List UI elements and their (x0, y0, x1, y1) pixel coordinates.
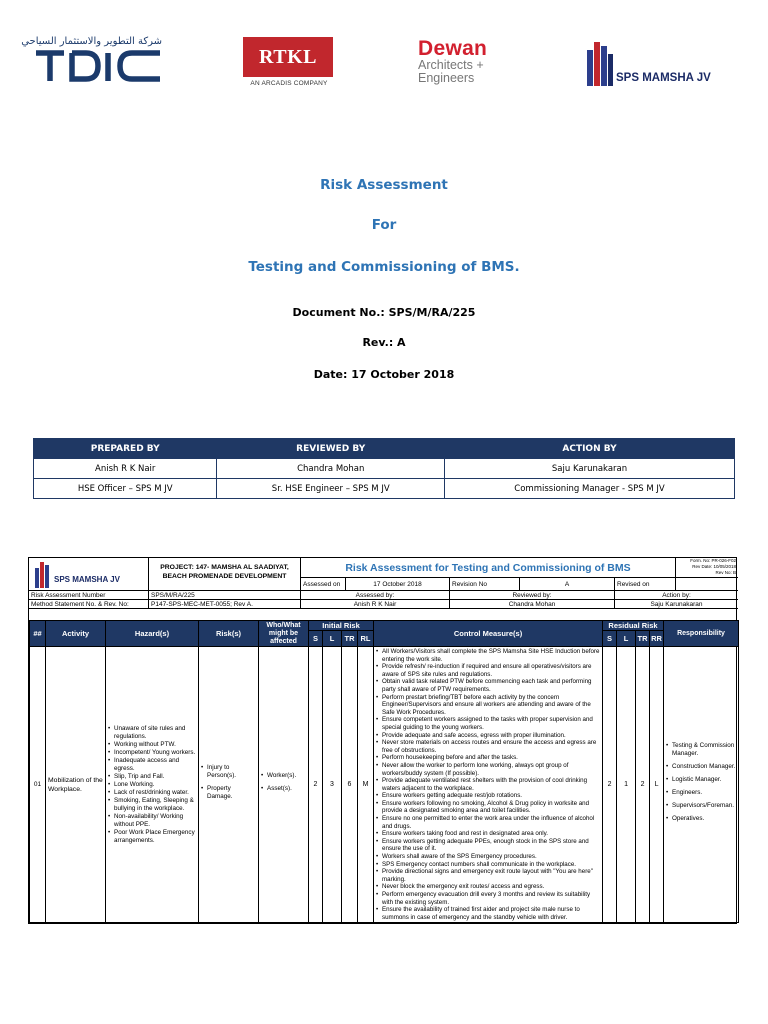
dewan-logo (418, 38, 528, 88)
controls-list (376, 648, 600, 921)
document-number: Document No.: SPS/M/RA/225 (292, 306, 476, 319)
cover-subject: Testing and Commissioning of BMS. (248, 259, 520, 275)
list-item: • Incompetent/ Young workers. (108, 749, 196, 757)
sps-mamsha-logo (585, 40, 735, 90)
ra-number-label: Risk Assessment Number (29, 591, 149, 600)
list-item: • Property Damage. (201, 785, 256, 801)
list-item: • Ensure no one permitted to enter the work area under the influence of alcohol and drugs. (376, 815, 600, 830)
list-item: • Ensure competent workers assigned to the tasks with proper supervision and special guiding to the young workers. (376, 716, 600, 731)
tdic-arabic-text: شركة التطوير والاستثمار السياحي (21, 36, 162, 47)
assessed-on-label: Assessed on (301, 578, 346, 591)
form-sps-bars-icon (35, 562, 53, 588)
residual-tr-value: 2 (636, 647, 650, 923)
col-control-measures: Control Measure(s) (374, 621, 603, 647)
document-date: Date: 17 October 2018 (313, 368, 455, 381)
list-item: • Logistic Manager. (666, 776, 736, 784)
revision-no-label: Revision No (450, 578, 520, 591)
form-title: Risk Assessment for Testing and Commissioning of BMS (301, 558, 676, 578)
list-item: • All Workers/Visitors shall complete the SPS Mamsha Site HSE Induction before entering the work site. (376, 648, 600, 663)
list-item: • Provide adequate and safe access, egress with proper illumination. (376, 732, 600, 740)
list-item: • Non-availability/ Working without PPE. (108, 813, 196, 829)
list-item: • Perform prestart briefing/TBT before each activity by the concern Engineer/Supervisors and ensure all workers are attending and aware of the Safe Work Procedures. (376, 694, 600, 717)
reviewed-by-value: Chandra Mohan (450, 600, 615, 609)
reviewed-by-role: Sr. HSE Engineer – SPS M JV (217, 479, 445, 499)
list-item: • Poor Work Place Emergency arrangements. (108, 829, 196, 845)
initial-rl-value: M (358, 647, 374, 923)
hazards-list (108, 725, 196, 845)
form-number: Form. No: PR-026-F02 (690, 558, 736, 563)
list-item: • Never store materials on access routes and ensure the access and egress are free of obstructions. (376, 739, 600, 754)
dewan-wordmark: Dewan (418, 37, 488, 60)
cover-title: Risk Assessment (320, 177, 448, 193)
list-item: • Lone Working. (108, 781, 196, 789)
col-initial-risk: Initial Risk (309, 621, 374, 631)
action-by-header: ACTION BY (445, 439, 735, 459)
list-item: • Supervisors/Foreman. (666, 802, 736, 810)
col-residual-s: S (603, 631, 617, 647)
rtkl-logo (243, 37, 335, 91)
list-item: • Worker(s). (261, 772, 306, 780)
dewan-line-2: Engineers (418, 71, 475, 85)
signature-table (33, 438, 735, 499)
list-item: • Provide directional signs and emergency exit route layout with "You are here" marking. (376, 868, 600, 883)
reviewed-by-header: REVIEWED BY (217, 439, 445, 459)
form-sps-wordmark: SPS MAMSHA JV (54, 575, 120, 584)
list-item: • Obtain valid task related PTW before commencing each task and performing party shall aware of PTW requirements. (376, 678, 600, 693)
col-risks: Risk(s) (199, 621, 259, 647)
project-line-2: BEACH PROMENADE DEVELOPMENT (162, 573, 287, 580)
prepared-by-role: HSE Officer – SPS M JV (34, 479, 217, 499)
col-residual-l: L (617, 631, 636, 647)
list-item: • Ensure workers taking food and rest in designated area only. (376, 830, 600, 838)
sps-bars-icon (587, 40, 615, 88)
responsibility-list (666, 742, 736, 823)
risk-assessment-form (28, 557, 737, 924)
reviewed-by-label: Reviewed by: (450, 591, 615, 600)
rtkl-wordmark: RTKL (243, 37, 333, 77)
list-item: • Provide adequate ventilated rest shelters with the provision of cool drinking waters adjacent to the workplace. (376, 777, 600, 792)
assessed-on-value: 17 October 2018 (346, 578, 450, 591)
sps-wordmark: SPS MAMSHA JV (616, 72, 711, 84)
list-item: • Testing & Commission Manager. (666, 742, 736, 758)
row-affected (259, 647, 309, 923)
tdic-logo (21, 36, 166, 88)
tdic-wordmark-icon (36, 48, 164, 82)
list-item: • Inadequate access and egress. (108, 757, 196, 773)
method-statement-label: Method Statement No. & Rev. No: (29, 600, 149, 609)
revised-on-value (676, 578, 738, 591)
col-residual-risk: Residual Risk (603, 621, 664, 631)
list-item: • SPS Emergency contact numbers shall communicate in the workplace. (376, 861, 600, 869)
method-statement-value: P147-SPS-MEC-MET-0055; Rev A. (149, 600, 301, 609)
list-item: • Ensure workers getting adequate PPEs, enough stock in the SPS store and ensure the use of it. (376, 838, 600, 853)
list-item: • Perform housekeeping before and after the tasks. (376, 754, 600, 762)
col-residual-tr: TR (636, 631, 650, 647)
signature-name-row (34, 459, 735, 479)
list-item: • Perform emergency evacuation drill every 3 months and review its suitability with the existing system. (376, 891, 600, 906)
project-line-1: PROJECT: 147- MAMSHA AL SAADIYAT, (160, 564, 289, 571)
list-item: • Injury to Person(s). (201, 764, 256, 780)
initial-s-value: 2 (309, 647, 323, 923)
list-item: • Ensure workers getting adequate rest/job rotations. (376, 792, 600, 800)
form-spacer (29, 609, 738, 620)
row-hazards (106, 647, 199, 923)
col-hazards: Hazard(s) (106, 621, 199, 647)
list-item: • Provide refresh/ re-induction if required and ensure all operatives/visitors are aware of SPS site rules and regulations. (376, 663, 600, 678)
grid-header-row-1 (30, 621, 739, 631)
row-controls (374, 647, 603, 923)
ra-number-value: SPS/M/RA/225 (149, 591, 301, 600)
form-rev-date: Rev Date: 10/05/2018 (692, 564, 736, 569)
revision: Rev.: A (362, 336, 406, 349)
prepared-by-header: PREPARED BY (34, 439, 217, 459)
list-item: • Never block the emergency exit routes/ access and egress. (376, 883, 600, 891)
col-initial-s: S (309, 631, 323, 647)
form-logo-cell (29, 558, 149, 591)
col-no: ## (30, 621, 46, 647)
col-initial-l: L (323, 631, 342, 647)
list-item: • Lack of rest/drinking water. (108, 789, 196, 797)
rtkl-subtitle: AN ARCADIS COMPANY (250, 80, 328, 87)
assessed-by-label: Assessed by: (301, 591, 450, 600)
residual-s-value: 2 (603, 647, 617, 923)
action-by-name: Saju Karunakaran (445, 459, 735, 479)
list-item: • Construction Manager. (666, 763, 736, 771)
list-item: • Workers shall aware of the SPS Emergency procedures. (376, 853, 600, 861)
initial-tr-value: 6 (342, 647, 358, 923)
list-item: • Working without PTW. (108, 741, 196, 749)
row-number: 01 (30, 647, 46, 923)
signature-role-row (34, 479, 735, 499)
revision-no-value: A (520, 578, 615, 591)
row-responsibility (664, 647, 739, 923)
list-item: • Slip, Trip and Fall. (108, 773, 196, 781)
form-number-cell (676, 558, 738, 578)
action-by-value: Saju Karunakaran (615, 600, 738, 609)
residual-rr-value: L (650, 647, 664, 923)
form-rev-no: Rev No: B (715, 570, 736, 575)
dewan-line-1: Architects + (418, 58, 484, 72)
residual-l-value: 1 (617, 647, 636, 923)
list-item: • Operatives. (666, 815, 736, 823)
list-item: • Asset(s). (261, 785, 306, 793)
col-activity: Activity (46, 621, 106, 647)
list-item: • Engineers. (666, 789, 736, 797)
initial-l-value: 3 (323, 647, 342, 923)
row-risks (199, 647, 259, 923)
revised-on-label: Revised on (615, 578, 676, 591)
list-item: • Never allow the worker to perform lone working, always opt group of workers/buddy system (If possible). (376, 762, 600, 777)
col-initial-tr: TR (342, 631, 358, 647)
assessed-by-value: Anish R K Nair (301, 600, 450, 609)
form-project-cell (149, 558, 301, 591)
row-activity: Mobilization of the Workplace. (46, 647, 106, 923)
col-affected: Who/What might be affected (259, 621, 309, 647)
affected-list (261, 772, 306, 793)
risk-grid (29, 620, 739, 923)
list-item: • Ensure the availability of trained first aider and project site male nurse to summons in case of emergency and the standby vehicle with driver. (376, 906, 600, 921)
reviewed-by-name: Chandra Mohan (217, 459, 445, 479)
action-by-role: Commissioning Manager - SPS M JV (445, 479, 735, 499)
cover-title-for: For (371, 217, 397, 233)
list-item: • Smoking, Eating, Sleeping & bullying in the workplace. (108, 797, 196, 813)
col-initial-rl: RL (358, 631, 374, 647)
col-responsibility: Responsibility (664, 621, 739, 647)
list-item: • Ensure workers following no smoking, Alcohol & Drug policy in worksite and provide a designated smoking area and toilet facilities. (376, 800, 600, 815)
action-by-label: Action by: (615, 591, 738, 600)
col-residual-rr: RR (650, 631, 664, 647)
table-row (30, 647, 739, 923)
risks-list (201, 764, 256, 801)
form-header (29, 558, 736, 620)
prepared-by-name: Anish R K Nair (34, 459, 217, 479)
signature-header-row (34, 439, 735, 459)
list-item: • Unaware of site rules and regulations. (108, 725, 196, 741)
